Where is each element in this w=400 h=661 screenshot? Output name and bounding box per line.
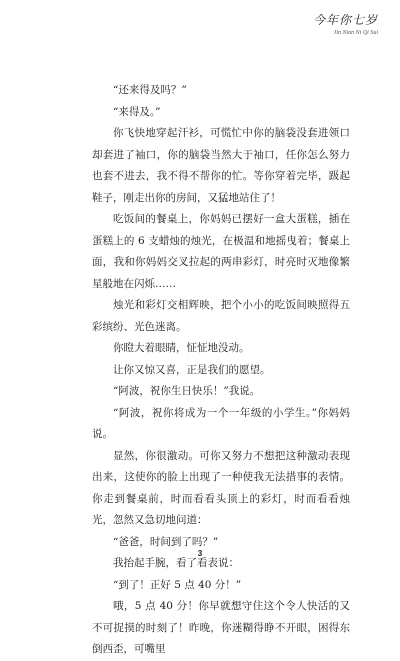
paragraph: “还来得及吗？” [113,84,187,96]
paragraph: “阿波，祝你将成为一个一年级的小学生。”你妈妈说。 [92,406,350,440]
paragraph: 哦，5 点 40 分！你早就想守住这个令人快活的又不可捉摸的时刻了！昨晚，你迷糊得睁不开眼，困得东倒西歪，可嘴里 [92,600,350,655]
paragraph: “到了！正好 5 点 40 分！” [113,578,242,591]
paragraph: 你瞪大着眼睛，怔怔地没动。 [113,342,250,354]
paragraph: 我抬起手腕，看了看表说： [113,557,239,569]
header-logo [278,12,378,48]
paragraph: “阿波，祝你生日快乐！”我说。 [113,385,261,397]
paragraph: 烛光和彩灯交相辉映，把个小小的吃饭间映照得五彩缤纷、光色迷离。 [92,299,350,333]
page-number: 3 [197,549,203,558]
paragraph: “爸爸，时间到了吗？” [113,535,219,548]
page-body [92,80,350,661]
paragraph: 显然，你很激动。可你又努力不想把这种激动表现出来，这使你的脸上出现了一种使我无法措事的表情。你走到餐桌前，时而看看头顶上的彩灯，时而看看烛光，忽然又急切地问道： [92,449,350,526]
paragraph: 吃饭间的餐桌上，你妈妈已摆好一盒大蛋糕，插在蛋糕上的 6 支蜡烛的烛光，在极温和地摇曳着；餐桌上面，我和你妈妈交叉拉起的两串彩灯，时亮时灭地像繁星般地在闪烁…… [92,213,350,290]
paragraph: 你飞快地穿起汗衫，可慌忙中你的脑袋没套进领口却套进了袖口，你的脑袋当然大于袖口，任你怎么努力也套不进去，我不得不帮你的忙。等你穿着完毕，趿起鞋子，刚走出你的房间，又猛地站住了！ [92,127,350,204]
paragraph: “来得及。” [113,105,161,118]
logo-title: 今年你七岁 [312,13,378,27]
paragraph: 让你又惊又喜，正是我们的愿望。 [113,363,271,376]
logo-subtitle: Jin Nian Ni Qi Sui [333,30,378,36]
